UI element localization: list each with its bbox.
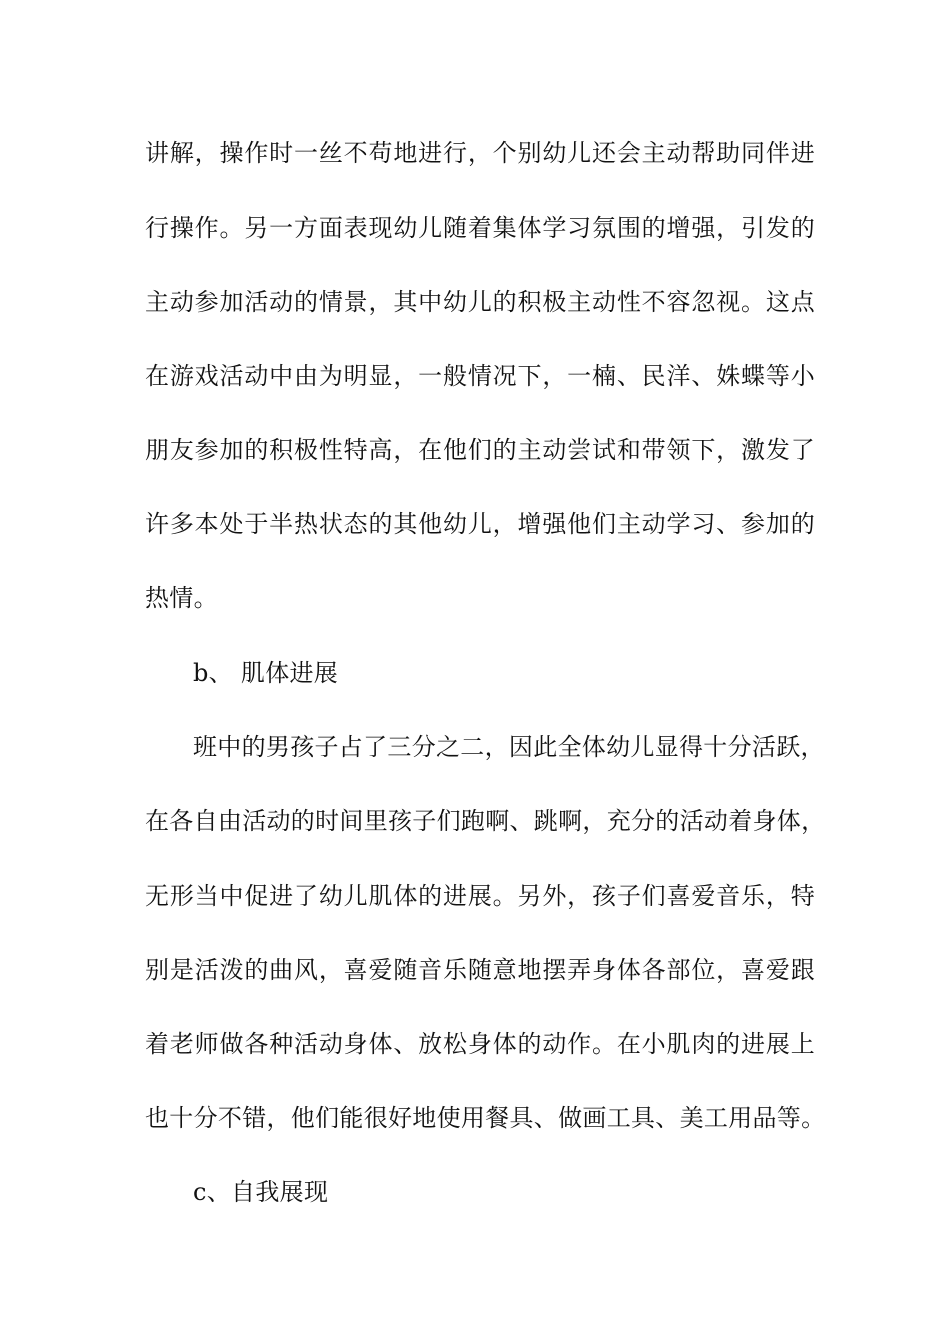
paragraph-line: 主动参加活动的情景，其中幼儿的积极主动性不容忽视。这点 [145,288,815,316]
paragraph-line: 热情。 [145,584,218,612]
paragraph-line: 着老师做各种活动身体、放松身体的动作。在小肌肉的进展上 [145,1030,815,1058]
paragraph-line: 许多本处于半热状态的其他幼儿，增强他们主动学习、参加的 [145,510,815,538]
paragraph-line: 班中的男孩子占了三分之二，因此全体幼儿显得十分活跃， [193,733,825,761]
paragraph-line: 在游戏活动中由为明显，一般情况下，一楠、民洋、姝蝶等小 [145,362,815,390]
section-heading-c: c、自我展现 [193,1178,329,1206]
paragraph-line: 在各自由活动的时间里孩子们跑啊、跳啊，充分的活动着身体， [145,807,826,835]
paragraph-line: 别是活泼的曲风，喜爱随音乐随意地摆弄身体各部位，喜爱跟 [145,956,815,984]
paragraph-line: 朋友参加的积极性特高，在他们的主动尝试和带领下，激发了 [145,436,815,464]
paragraph-line: 行操作。另一方面表现幼儿随着集体学习氛围的增强，引发的 [145,214,815,242]
paragraph-line: 也十分不错，他们能很好地使用餐具、做画工具、美工用品等。 [145,1104,826,1132]
section-heading-b: b、 肌体进展 [193,659,339,687]
paragraph-line: 讲解，操作时一丝不苟地进行，个别幼儿还会主动帮助同伴进 [145,139,815,167]
paragraph-line: 无形当中促进了幼儿肌体的进展。另外，孩子们喜爱音乐，特 [145,882,815,910]
